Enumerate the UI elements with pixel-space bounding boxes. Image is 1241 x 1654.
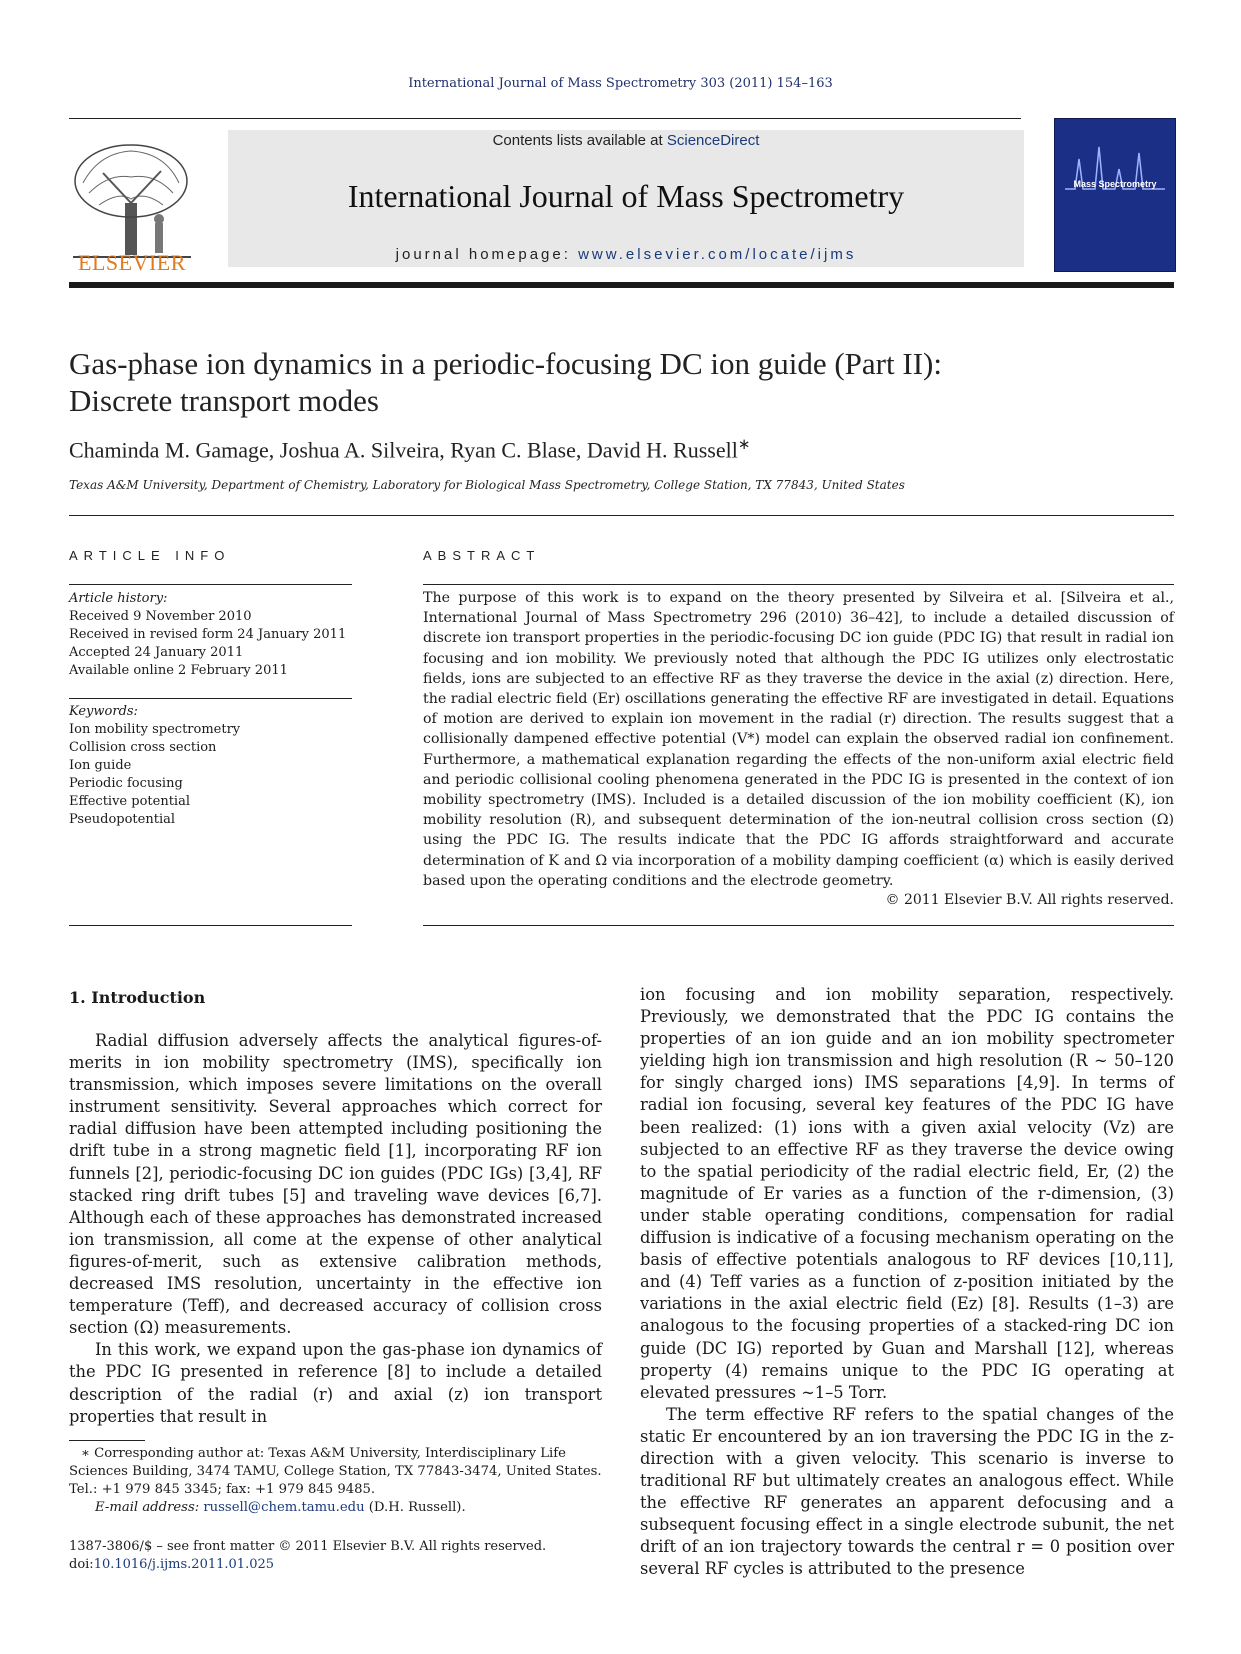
info-rule-middle — [69, 698, 352, 699]
title-rule — [69, 515, 1174, 516]
intro-paragraph: ion focusing and ion mobility separation, respectively. Previously, we demonstrated that the PDC IG contains the properties of an ion guide and an ion mobility spectrometer yielding high ion transmission and high resolution (R ∼ 50–120 for singly charged ions) IMS separations [4,9]. In terms of radial ion focusing, several key features of the PDC IG have been realized: (1) ions with a given axial velocity (Vz) are subjected to an effective RF as they traverse the device owing to the spatial periodicity of the radial electric field, Er, (2) the magnitude of Er varies as a function of the r-dimension, (3) under stable operating conditions, compensation for radial diffusion is indicative of a focusing mechanism operating on the basis of effective potentials analogous to RF devices [10,11], and (4) Teff varies as a function of z-position initiated by the variations in the axial electric field (Ez) [8]. Results (1–3) are analogous to the focusing properties of a stacked-ring DC ion guide (DC IG) reported by Guan and Marshall [12], whereas property (4) remains unique to the PDC IG operating at elevated pressures ∼1–5 Torr. — [640, 985, 1174, 1402]
history-item: Received 9 November 2010 — [69, 609, 252, 624]
elsevier-wordmark: ELSEVIER — [78, 250, 186, 275]
article-title — [69, 345, 1174, 419]
header-thick-rule — [69, 282, 1174, 288]
contents-line — [228, 130, 1024, 149]
history-item: Available online 2 February 2011 — [69, 663, 288, 678]
authors-text: Chaminda M. Gamage, Joshua A. Silveira, Ryan C. Blase, David H. Russell — [69, 437, 738, 463]
abstract-rule-top — [423, 584, 1174, 585]
info-rule-top — [69, 584, 352, 585]
email-label: E-mail address: — [95, 1500, 204, 1515]
article-history — [69, 590, 352, 680]
contents-prefix: Contents lists available at — [492, 132, 667, 149]
author-list — [69, 435, 1174, 463]
email-link[interactable]: russell@chem.tamu.edu — [203, 1500, 365, 1515]
cover-title: Mass Spectrometry — [1073, 179, 1157, 189]
footnote-rule — [69, 1440, 145, 1441]
body-column-right — [640, 984, 1174, 1581]
keyword: Ion guide — [69, 758, 132, 773]
keyword: Pseudopotential — [69, 812, 176, 827]
history-item: Accepted 24 January 2011 — [69, 645, 244, 660]
homepage-prefix: journal homepage: — [395, 246, 579, 263]
affiliation: Texas A&M University, Department of Chemistry, Laboratory for Biological Mass Spectrometry, College Station, TX 77843, United States — [69, 478, 905, 492]
issn-line: 1387-3806/$ – see front matter © 2011 Elsevier B.V. All rights reserved. — [69, 1539, 547, 1554]
history-label: Article history: — [69, 591, 168, 606]
abstract-heading: ABSTRACT — [423, 548, 541, 563]
intro-paragraph: The term effective RF refers to the spatial changes of the static Er encountered by an ion traversing the PDC IG in the z-direction with a given velocity. This scenario is inverse to traditional RF but ultimately creates an analogous effect. While the effective RF generates an apparent defocusing and a subsequent focusing effect in a single electrode subunit, the net drift of an ion trajectory towards the central r = 0 position over several RF cycles is attributed to the presence — [640, 1404, 1174, 1579]
abstract-rule-bottom — [423, 925, 1174, 926]
journal-name: International Journal of Mass Spectrometry — [347, 178, 905, 214]
keywords — [69, 703, 352, 829]
footnote-corresponding: ∗ Corresponding author at: Texas A&M University, Interdisciplinary Life Sciences Building, 3474 TAMU, College Station, TX 77843-3474, United States. — [69, 1446, 602, 1479]
cover-spectrum-graphic — [1065, 139, 1165, 199]
journal-citation[interactable]: International Journal of Mass Spectrometry 303 (2011) 154–163 — [408, 76, 833, 91]
article-info-heading: ARTICLE INFO — [69, 548, 231, 563]
doi-link[interactable]: 10.1016/j.ijms.2011.01.025 — [93, 1557, 275, 1572]
keyword: Ion mobility spectrometry — [69, 722, 241, 737]
homepage-link[interactable]: www.elsevier.com/locate/ijms — [578, 246, 857, 263]
title-line-1: Gas-phase ion dynamics in a periodic-focusing DC ion guide (Part II): — [69, 346, 942, 381]
intro-paragraph: Radial diffusion adversely affects the analytical figures-of-merits in ion mobility spectrometry (IMS), specifically ion transmission, which imposes severe limitations on the overall instrument sensitivity. Several approaches which correct for radial diffusion have been attempted including positioning the drift tube in a strong magnetic field [1], incorporating RF ion funnels [2], periodic-focusing DC ion guides (PDC IGs) [3,4], RF stacked ring drift tubes [5] and traveling wave devices [6,7]. Although each of these approaches has demonstrated increased ion transmission, all come at the expense of other analytical figures-of-merit, such as extensive calibration methods, decreased IMS resolution, uncertainty in the effective ion temperature (Teff), and decreased accuracy of collision cross section (Ω) measurements. — [69, 1031, 602, 1338]
journal-homepage — [228, 246, 1024, 263]
title-line-2: Discrete transport modes — [69, 383, 379, 418]
keyword: Effective potential — [69, 794, 190, 809]
front-matter-info — [69, 1538, 602, 1574]
email-suffix: (D.H. Russell). — [364, 1500, 466, 1515]
intro-paragraph: In this work, we expand upon the gas-phase ion dynamics of the PDC IG presented in reference [8] to include a detailed description of the radial (r) and axial (z) ion transport properties that result in — [69, 1340, 602, 1426]
top-rule — [69, 118, 1021, 119]
keywords-label: Keywords: — [69, 704, 138, 719]
journal-cover-thumbnail — [1054, 118, 1176, 272]
doi-prefix: doi: — [69, 1557, 94, 1572]
info-rule-bottom — [69, 925, 352, 926]
keyword: Collision cross section — [69, 740, 217, 755]
introduction-heading: 1. Introduction — [69, 988, 206, 1007]
history-item: Received in revised form 24 January 2011 — [69, 627, 347, 642]
footnote — [69, 1445, 602, 1517]
abstract-copyright: © 2011 Elsevier B.V. All rights reserved. — [885, 892, 1174, 908]
journal-masthead — [228, 130, 1024, 267]
body-column-left — [69, 1030, 602, 1428]
sciencedirect-link[interactable]: ScienceDirect — [666, 132, 760, 149]
footnote-phone: Tel.: +1 979 845 3345; fax: +1 979 845 9485. — [69, 1482, 376, 1497]
abstract-text: The purpose of this work is to expand on the theory presented by Silveira et al. [Silveira et al., International Journal of Mass Spectrometry 296 (2010) 36–42], to include a detailed discussion of discrete ion transport properties in the periodic-focusing DC ion guide (PDC IG) that result in radial ion focusing and ion mobility. We previously noted that although the PDC IG utilizes only electrostatic fields, ions are subjected to an effective RF as they traverse the device in the axial (z) direction. Here, the radial electric field (Er) oscillations generating the effective RF are investigated in detail. Equations of motion are derived to explain ion movement in the radial (r) direction. The results suggest that a collisionally dampened effective potential (V*) model can explain the observed radial ion confinement. Furthermore, a mathematical explanation regarding the effects of the non-uniform axial electric field and periodic collisional cooling phenomena generated in the PDC IG is presented in the context of ion mobility spectrometry (IMS). Included is a detailed discussion of the ion mobility coefficient (K), ion mobility resolution (R), and subsequent determination of the ion-neutral collision cross section (Ω) using the PDC IG. The results indicate that the PDC IG affords straightforward and accurate determination of K and Ω via incorporation of a mobility damping coefficient (α) which is easily derived based upon the operating conditions and the electrode geometry. — [423, 590, 1174, 889]
keyword: Periodic focusing — [69, 776, 183, 791]
corresponding-author-mark[interactable]: ∗ — [737, 437, 751, 453]
